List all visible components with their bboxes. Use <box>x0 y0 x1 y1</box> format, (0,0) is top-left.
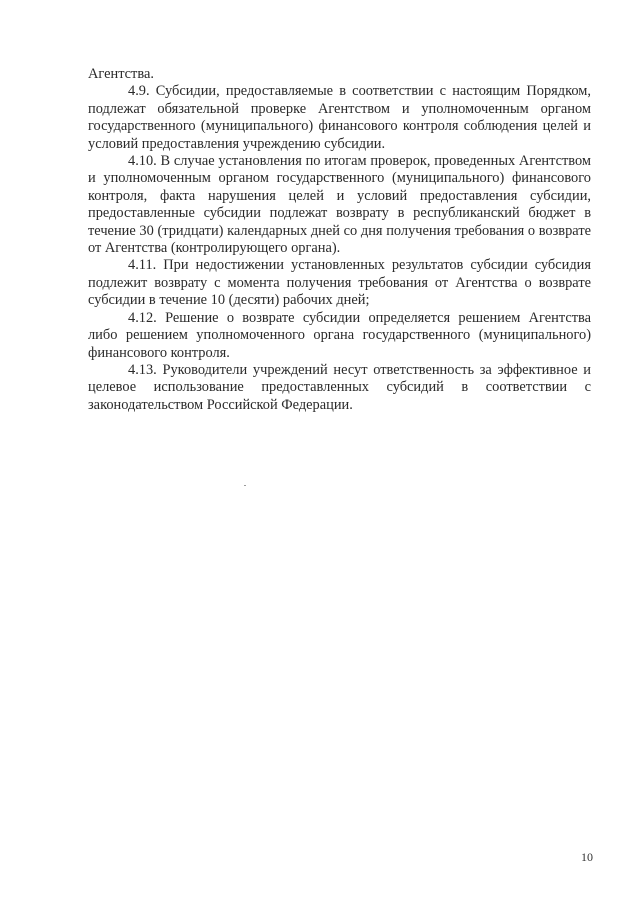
paragraph-4-10: 4.10. В случае установления по итогам проверок, проведенных Агентством и уполномоченным органом государственного (муниципального) финансового контроля, факта нарушения целей и условий предоставления субсидии, предоставленные субсидии подлежат возврату в республиканский бюджет в течение 30 (тридцати) календарных дней со дня получения требования о возврате от Агентства (контролирующего органа). <box>88 153 591 257</box>
document-body <box>88 66 591 414</box>
scan-speck <box>244 485 246 486</box>
paragraph-4-9: 4.9. Субсидии, предоставляемые в соответствии с настоящим Порядком, подлежат обязательной проверке Агентством и уполномоченным органом государственного (муниципального) финансового контроля соблюдения целей и условий предоставления учреждению субсидии. <box>88 83 591 152</box>
page-number: 10 <box>581 850 593 864</box>
paragraph-4-11: 4.11. При недостижении установленных результатов субсидии субсидия подлежит возврату с момента получения требования от Агентства о возврате субсидии в течение 10 (десяти) рабочих дней; <box>88 257 591 309</box>
paragraph-4-13: 4.13. Руководители учреждений несут ответственность за эффективное и целевое использование предоставленных субсидий в соответствии с законодательством Российской Федерации. <box>88 361 591 413</box>
paragraph-continuation: Агентства. <box>88 66 154 82</box>
paragraph-4-12: 4.12. Решение о возврате субсидии определяется решением Агентства либо решением уполномоченного органа государственного (муниципального) финансового контроля. <box>88 309 591 361</box>
